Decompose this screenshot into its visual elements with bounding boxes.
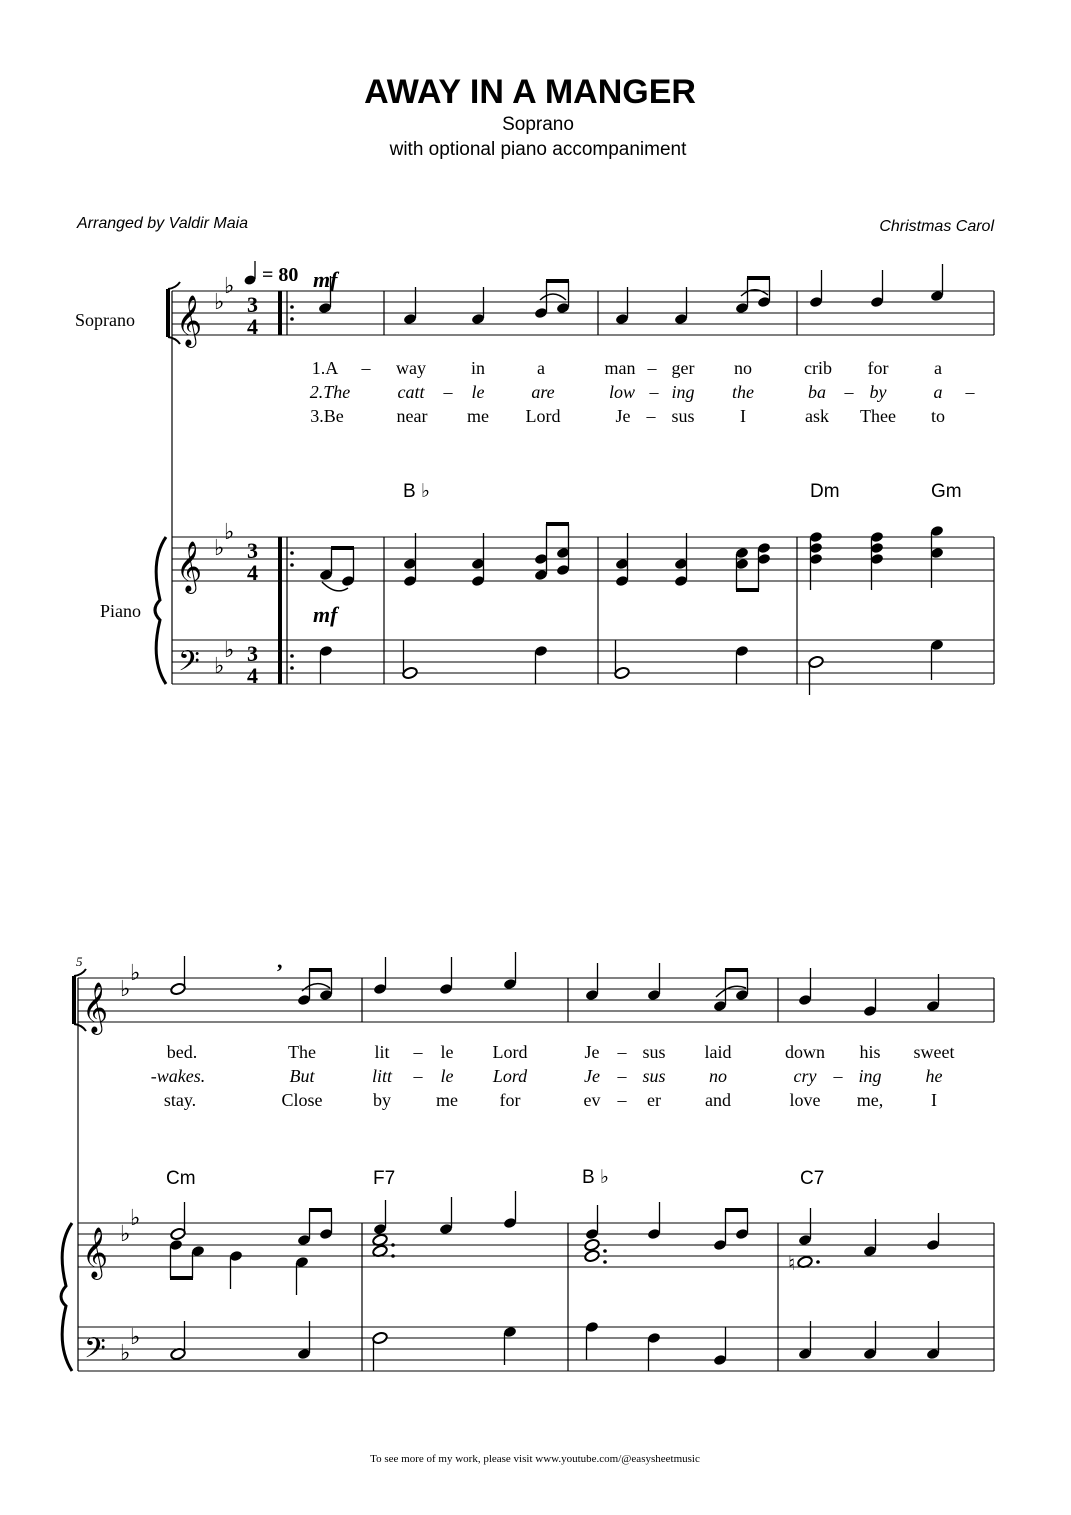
svg-text:–: – <box>647 358 657 378</box>
svg-text:The: The <box>288 1042 316 1062</box>
svg-text:his: his <box>859 1042 881 1062</box>
svg-text:♭: ♭ <box>224 273 235 298</box>
svg-text:the: the <box>732 382 754 402</box>
svg-text:1.A: 1.A <box>311 358 339 378</box>
chord-symbols-system-2 <box>166 1167 824 1189</box>
svg-text:Thee: Thee <box>860 406 896 426</box>
svg-text:♭: ♭ <box>224 519 235 544</box>
svg-text:♭: ♭ <box>214 653 225 678</box>
svg-text:–: – <box>413 1066 423 1086</box>
svg-text:–: – <box>361 358 371 378</box>
repeat-start-barline <box>278 291 294 684</box>
svg-text:♭: ♭ <box>214 535 225 560</box>
soprano-staff-2 <box>78 978 994 1022</box>
svg-text:ing: ing <box>671 382 695 402</box>
svg-text:he: he <box>925 1066 943 1086</box>
svg-text:Je: Je <box>584 1066 600 1086</box>
svg-text:low: low <box>608 382 636 402</box>
system-1 <box>75 264 994 695</box>
svg-text:♭: ♭ <box>130 1324 141 1349</box>
svg-text:by: by <box>869 382 887 402</box>
svg-text:♭: ♭ <box>214 289 225 314</box>
piano-bass-notes-system-1 <box>319 639 944 695</box>
svg-text:3: 3 <box>247 538 258 563</box>
key-signature-flats-icon <box>214 273 234 678</box>
footer-text: To see more of my work, please visit www.youtube.com/@easysheetmusic <box>370 1453 700 1465</box>
svg-text:Je: Je <box>615 406 631 426</box>
system-2 <box>61 948 994 1371</box>
title: AWAY IN A MANGER <box>364 73 696 111</box>
chord-symbol: Dm <box>810 481 840 502</box>
svg-text:no: no <box>734 358 752 378</box>
svg-text:sus: sus <box>671 406 695 426</box>
svg-text:ask: ask <box>805 406 829 426</box>
barlines-system-2 <box>362 978 994 1371</box>
key-signature-flats-icon <box>120 960 140 1365</box>
chord-symbol: Gm <box>931 481 962 502</box>
svg-text:♭: ♭ <box>120 976 131 1001</box>
svg-text:way: way <box>396 358 426 378</box>
chord-symbols-system-1 <box>403 481 962 502</box>
lyrics-verse-1-system-2 <box>167 1042 955 1062</box>
svg-text:bed.: bed. <box>166 1042 198 1062</box>
svg-text:a: a <box>934 358 942 378</box>
svg-text:♭: ♭ <box>224 637 235 662</box>
instrument-label-piano: Piano <box>100 601 142 621</box>
svg-text:lit: lit <box>374 1042 390 1062</box>
chord-symbol: C7 <box>800 1168 825 1189</box>
piano-brace <box>61 1223 72 1371</box>
svg-text:ing: ing <box>858 1066 882 1086</box>
bass-clef-icon: 𝄢 <box>84 1334 106 1371</box>
svg-text:me: me <box>467 406 489 426</box>
svg-text:Lord: Lord <box>525 406 561 426</box>
chord-symbol: B ♭ <box>582 1167 609 1188</box>
svg-text:to: to <box>930 406 946 426</box>
svg-text:a: a <box>933 382 943 402</box>
svg-text:3: 3 <box>247 641 258 666</box>
svg-text:–: – <box>844 382 854 402</box>
svg-text:-wakes.: -wakes. <box>150 1066 206 1086</box>
svg-text:laid: laid <box>704 1042 732 1062</box>
treble-clef-icon: 𝄞 <box>176 296 203 345</box>
svg-text:ger: ger <box>671 358 695 378</box>
svg-text:–: – <box>617 1066 627 1086</box>
svg-text:le: le <box>440 1066 454 1086</box>
svg-text:by: by <box>373 1090 391 1110</box>
svg-text:catt: catt <box>397 382 425 402</box>
svg-text:3.Be: 3.Be <box>310 406 344 426</box>
piano-bass-notes-system-2 <box>170 1321 940 1371</box>
subtitle-accompaniment: with optional piano accompaniment <box>389 139 687 160</box>
svg-text:love: love <box>789 1090 821 1110</box>
tempo-marking <box>243 261 298 286</box>
svg-text:man: man <box>604 358 636 378</box>
soprano-staff-1 <box>172 291 994 335</box>
bass-clef-icon: 𝄢 <box>178 647 200 684</box>
chord-symbol: B ♭ <box>403 481 430 502</box>
svg-text:sus: sus <box>642 1066 666 1086</box>
svg-text:–: – <box>413 1042 423 1062</box>
treble-clef-icon: 𝄞 <box>82 1228 109 1277</box>
piano-bass-staff-2 <box>78 1327 994 1371</box>
svg-text:–: – <box>443 382 453 402</box>
svg-text:and: and <box>705 1090 731 1110</box>
svg-text:3: 3 <box>247 292 258 317</box>
instrument-label-soprano: Soprano <box>75 310 135 330</box>
svg-text:near: near <box>396 406 428 426</box>
svg-text:–: – <box>965 382 975 402</box>
dynamic-mf-piano: mf <box>313 602 338 627</box>
measure-number: 5 <box>76 954 83 969</box>
svg-text:Lord: Lord <box>492 1042 528 1062</box>
svg-text:are: are <box>531 382 555 402</box>
svg-text:Lord: Lord <box>492 1066 528 1086</box>
svg-text:–: – <box>833 1066 843 1086</box>
svg-text:4: 4 <box>247 560 258 585</box>
svg-text:2.The: 2.The <box>309 382 351 402</box>
chord-symbol: F7 <box>373 1168 396 1189</box>
svg-text:sweet: sweet <box>913 1042 955 1062</box>
svg-text:♭: ♭ <box>120 1340 131 1365</box>
soprano-notes-system-1 <box>318 264 944 325</box>
piano-bass-staff-1 <box>172 640 994 684</box>
lyrics-verse-2-system-1 <box>310 382 976 402</box>
svg-text:in: in <box>470 358 486 378</box>
lyrics-verse-1-system-1 <box>312 358 942 378</box>
svg-text:–: – <box>617 1042 627 1062</box>
svg-text:♭: ♭ <box>130 1205 141 1230</box>
svg-text:ba: ba <box>808 382 826 402</box>
svg-text:crib: crib <box>804 358 832 378</box>
svg-text:ev: ev <box>583 1090 601 1110</box>
svg-text:me,: me, <box>856 1090 884 1110</box>
svg-text:4: 4 <box>247 314 258 339</box>
svg-text:litt: litt <box>371 1066 393 1086</box>
svg-text:–: – <box>649 382 659 402</box>
tempo-value: = 80 <box>262 264 299 286</box>
svg-text:♭: ♭ <box>130 960 141 985</box>
svg-text:♭: ♭ <box>120 1221 131 1246</box>
treble-clef-icon: 𝄞 <box>176 542 203 591</box>
lyrics-verse-3-system-1 <box>310 406 945 426</box>
svg-text:le: le <box>471 382 485 402</box>
piano-treble-staff-1 <box>172 537 994 581</box>
dynamic-mf-soprano: mf <box>313 267 338 292</box>
time-signature <box>247 292 258 688</box>
svg-text:me: me <box>436 1090 458 1110</box>
arranger: Arranged by Valdir Maia <box>77 215 249 232</box>
barlines-system-1 <box>384 291 994 684</box>
svg-text:But: But <box>289 1066 315 1086</box>
svg-text:le: le <box>440 1042 454 1062</box>
svg-text:no: no <box>709 1066 727 1086</box>
svg-text:4: 4 <box>247 663 258 688</box>
lyrics-verse-3-system-2 <box>164 1090 937 1110</box>
soprano-notes-system-2 <box>170 948 940 1017</box>
composer: Christmas Carol <box>879 218 994 235</box>
piano-treble-staff-2 <box>78 1223 994 1267</box>
piano-treble-notes-system-1 <box>313 522 944 627</box>
piano-brace <box>155 537 166 684</box>
natural-sign-icon: ♮ <box>788 1253 796 1275</box>
svg-text:I: I <box>931 1090 937 1110</box>
svg-text:down: down <box>785 1042 825 1062</box>
svg-text:for: for <box>499 1090 521 1110</box>
svg-text:a: a <box>537 358 545 378</box>
svg-text:er: er <box>647 1090 661 1110</box>
lyrics-verse-2-system-2 <box>151 1066 943 1086</box>
piano-treble-notes-system-2 <box>169 1191 940 1295</box>
treble-clef-icon: 𝄞 <box>82 983 109 1032</box>
svg-text:sus: sus <box>642 1042 666 1062</box>
svg-text:cry: cry <box>793 1066 817 1086</box>
svg-text:stay.: stay. <box>163 1090 197 1110</box>
svg-text:–: – <box>646 406 656 426</box>
svg-text:for: for <box>867 358 889 378</box>
breath-mark-icon: , <box>277 948 283 973</box>
svg-text:–: – <box>617 1090 627 1110</box>
svg-text:I: I <box>740 406 746 426</box>
chord-symbol: Cm <box>166 1168 196 1189</box>
svg-text:Je: Je <box>584 1042 600 1062</box>
svg-text:Close: Close <box>281 1090 323 1110</box>
subtitle: Soprano <box>502 114 574 135</box>
